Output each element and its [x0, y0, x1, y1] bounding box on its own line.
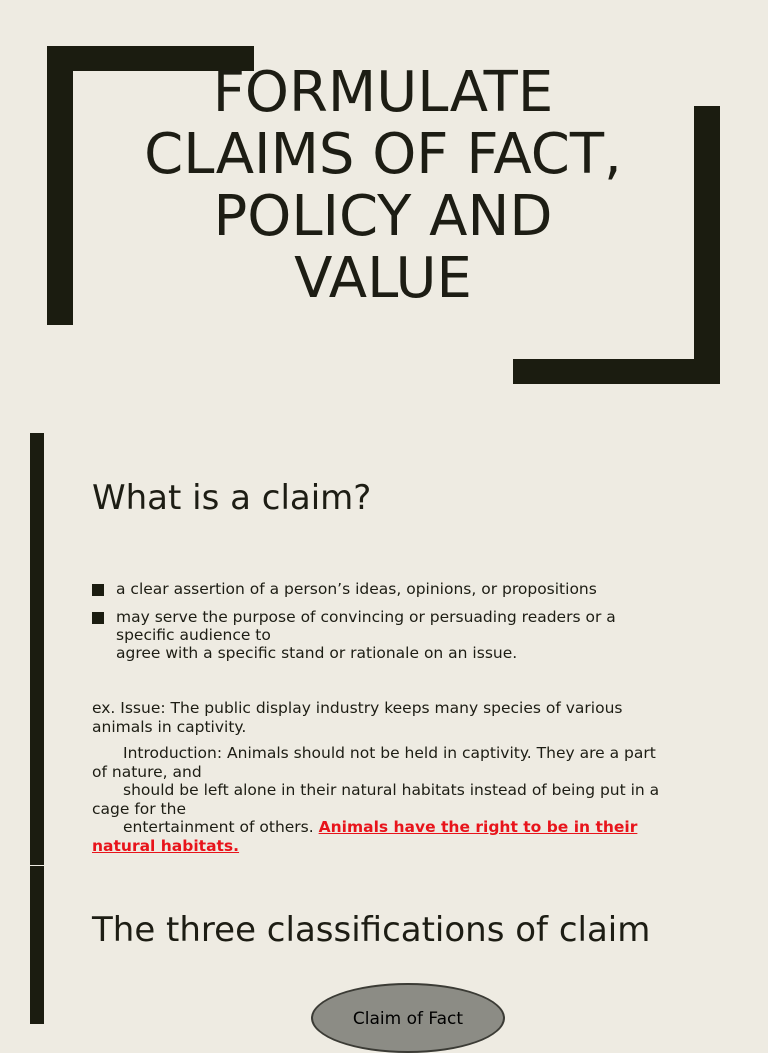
- slide-accent-bar: [30, 866, 44, 1024]
- title-line: FORMULATE: [212, 60, 554, 125]
- section-heading: What is a claim?: [92, 478, 372, 518]
- paragraph-line: [92, 818, 692, 837]
- bullet-line: may serve the purpose of convincing or persuading readers or a: [116, 608, 616, 626]
- bullet-line: specific audience to: [116, 626, 271, 644]
- bracket-bottom-right-vertical: [694, 106, 720, 384]
- bullet-line: agree with a specific stand or rationale on an issue.: [116, 644, 518, 662]
- introduction-paragraph: [92, 744, 692, 855]
- title-line: POLICY AND: [213, 184, 553, 249]
- claim-of-fact-node: [311, 983, 505, 1053]
- bullet-text: [116, 608, 652, 662]
- title-slide: [0, 0, 768, 432]
- bracket-top-left-vertical: [47, 46, 73, 325]
- example-paragraph: [92, 699, 692, 736]
- bullet-square-icon: [92, 584, 104, 596]
- paragraph-line: animals in captivity.: [92, 717, 247, 736]
- slide-accent-bar: [30, 433, 44, 865]
- paragraph-text: entertainment of others.: [123, 818, 319, 836]
- bullet-text: [116, 580, 652, 598]
- paragraph-line: should be left alone in their natural habitats instead of being put in a: [123, 781, 660, 799]
- title-line: VALUE: [294, 246, 472, 311]
- slide-title: [90, 62, 676, 310]
- paragraph-line: [92, 837, 692, 856]
- section-heading: The three classifications of claim: [92, 910, 651, 950]
- title-line: CLAIMS OF FACT,: [144, 122, 622, 187]
- bullet-item: [92, 580, 652, 598]
- bracket-bottom-right-horizontal: [513, 359, 720, 384]
- claim-statement: natural habitats.: [92, 836, 240, 855]
- paragraph-line: cage for the: [92, 799, 186, 818]
- claim-statement: Animals have the right to be in their: [318, 818, 638, 836]
- bullet-item: [92, 608, 652, 662]
- paragraph-line: of nature, and: [92, 762, 202, 781]
- bullet-square-icon: [92, 612, 104, 624]
- bullet-line: a clear assertion of a person’s ideas, opinions, or propositions: [116, 580, 597, 598]
- node-label: Claim of Fact: [352, 1009, 464, 1029]
- paragraph-line: Introduction: Animals should not be held in captivity. They are a part: [123, 744, 656, 762]
- paragraph-line: ex. Issue: The public display industry keeps many species of various: [92, 699, 623, 717]
